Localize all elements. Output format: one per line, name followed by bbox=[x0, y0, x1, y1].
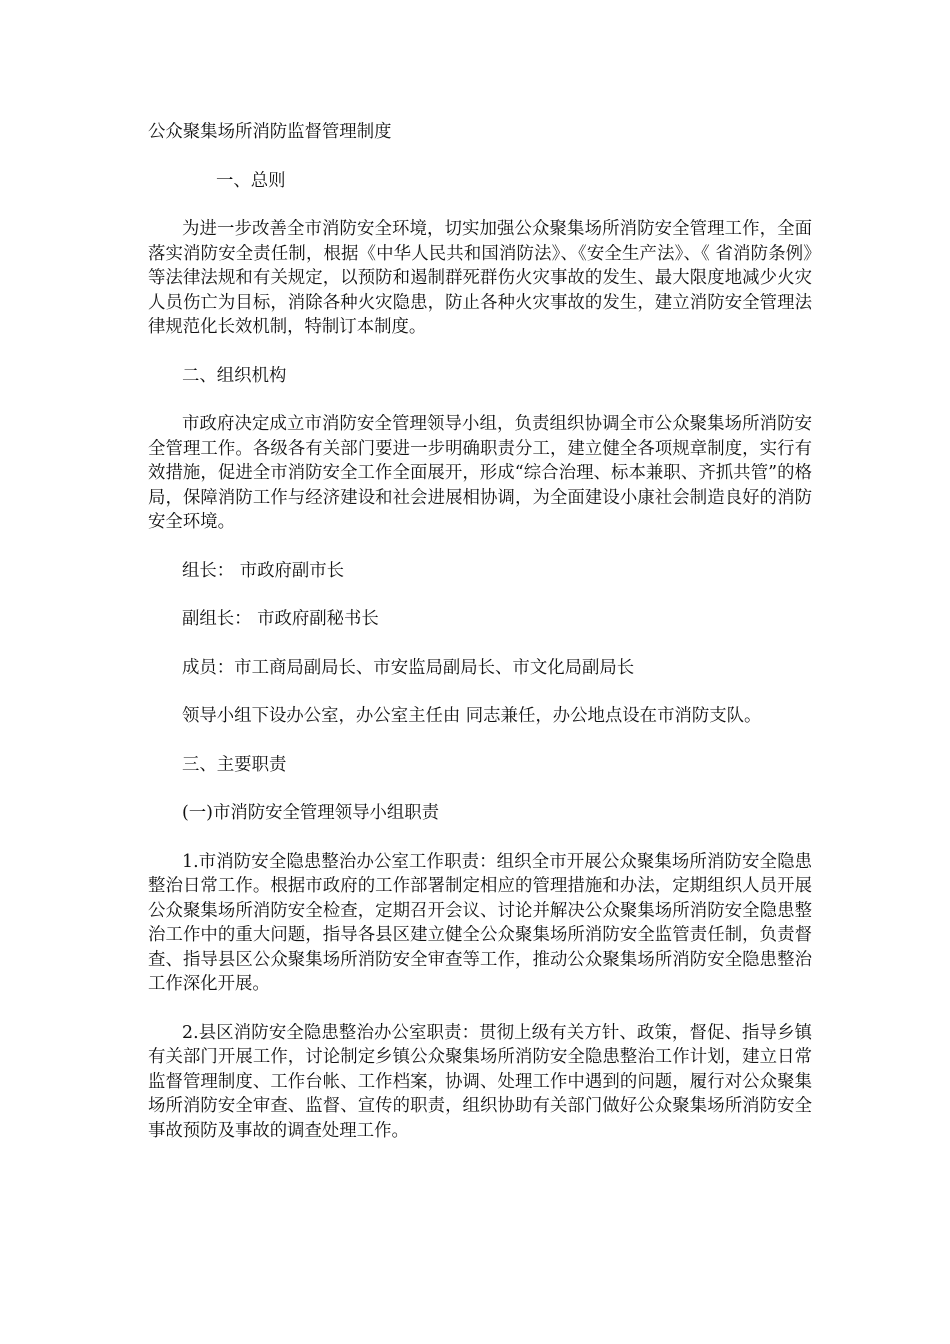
leader-line: 组长： 市政府副市长 bbox=[182, 560, 345, 581]
document-title: 公众聚集场所消防监督管理制度 bbox=[148, 122, 392, 142]
document-page bbox=[148, 120, 812, 1167]
paragraph-organization: 市政府决定成立市消防安全管理领导小组，负责组织协调全市公众聚集场所消防安全管理工作。各级各有关部门要进一步明确职责分工，建立健全各项规章制度，实行有效措施，促进全市消防安全工作全面展开，形成“综合治理、标本兼职、齐抓共管”的格局，保障消防工作与经济建设和社会进展相协调，为全面建设小康社会制造良好的消防安全环境。 bbox=[148, 414, 812, 532]
paragraph-duty-county-office: 2.县区消防安全隐患整治办公室职责：贯彻上级有关方针、政策，督促、指导乡镇有关部门开展工作，讨论制定乡镇公众聚集场所消防安全隐患整治工作计划，建立日常监督管理制度、工作台帐、工作档案，协调、处理工作中遇到的问题，履行对公众聚集场所消防安全审查、监督、宣传的职责，组织协助有关部门做好公众聚集场所消防安全事故预防及事故的调查处理工作。 bbox=[148, 1022, 812, 1141]
paragraph-duty-city-office: 1.市消防安全隐患整治办公室工作职责：组织全市开展公众聚集场所消防安全隐患整治日常工作。根据市政府的工作部署制定相应的管理措施和办法，定期组织人员开展公众聚集场所消防安全检查，定期召开会议、讨论并解决公众聚集场所消防安全隐患整治工作中的重大问题，指导各县区建立健全公众聚集场所消防安全监管责任制，负责督查、指导县区公众聚集场所消防安全审查等工作，推动公众聚集场所消防安全隐患整治工作深化开展。 bbox=[148, 851, 812, 994]
section-heading-duties: 三、主要职责 bbox=[182, 754, 287, 775]
members-line: 成员：市工商局副局长、市安监局副局长、市文化局副局长 bbox=[182, 657, 635, 678]
section-heading-organization: 二、组织机构 bbox=[182, 365, 287, 386]
section-heading-general: 一、总则 bbox=[216, 170, 286, 191]
paragraph-general: 为进一步改善全市消防安全环境，切实加强公众聚集场所消防安全管理工作，全面落实消防安全责任制，根据《中华人民共和国消防法》、《安全生产法》、《 省消防条例》等法律法规和有关规定，以预防和遏制群死群伤火灾事故的发生、最大限度地减少火灾人员伤亡为目标，消除各种火灾隐患，防止各种火灾事故的发生，建立消防安全管理法律规范化长效机制，特制订本制度。 bbox=[148, 219, 812, 337]
subsection-heading-leading-group: (一)市消防安全管理领导小组职责 bbox=[182, 803, 440, 823]
deputy-leader-line: 副组长： 市政府副秘书长 bbox=[182, 609, 379, 629]
paragraph-office: 领导小组下设办公室，办公室主任由 同志兼任，办公地点设在市消防支队。 bbox=[182, 706, 762, 726]
